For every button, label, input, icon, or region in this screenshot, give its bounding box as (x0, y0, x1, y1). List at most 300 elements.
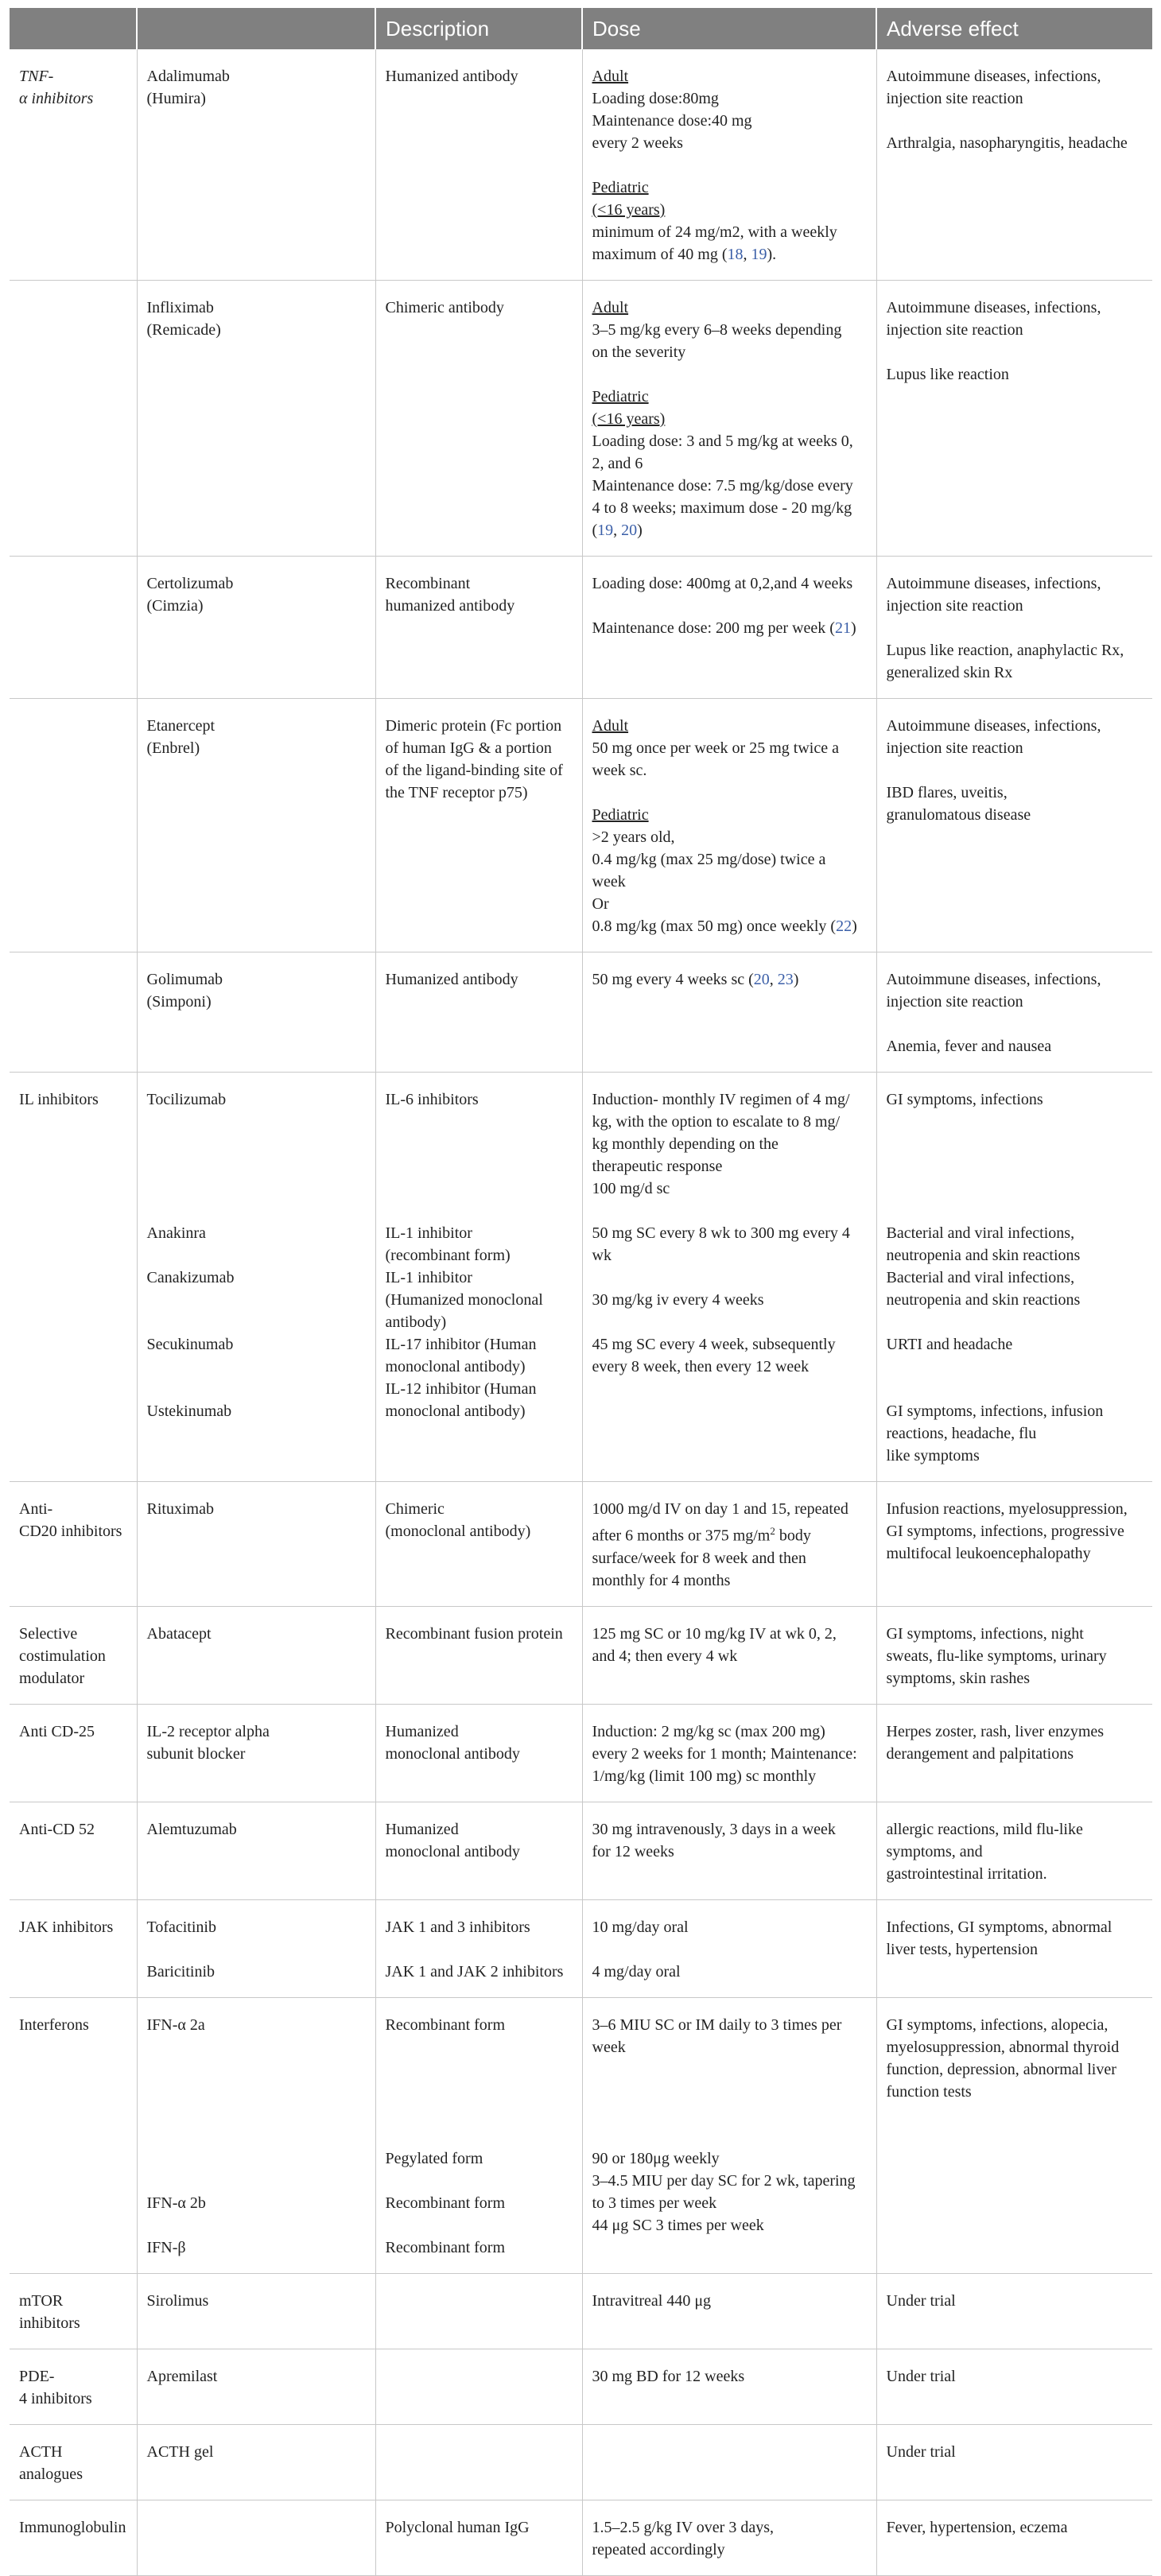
cell-drug-name (137, 281, 375, 557)
table-row (10, 49, 1152, 281)
blank-line (147, 2147, 366, 2170)
cell-dose (582, 1997, 876, 2273)
dose-line (592, 759, 867, 782)
dose-text: every 8 week, then every 12 week (592, 1358, 810, 1375)
dose-line (592, 1520, 867, 1547)
dose-line: 50 mg every 4 weeks sc (20, 23) (592, 971, 799, 988)
blank-line (887, 1111, 1144, 1133)
blank-line (147, 1938, 366, 1961)
dose-line: maximum of 40 mg (18, 19). (592, 246, 777, 263)
dose-line (592, 177, 867, 199)
blank-line (592, 154, 867, 177)
reference-link[interactable]: 21 (834, 619, 851, 637)
dose-line (592, 2539, 867, 2561)
blank-line (147, 1356, 366, 1378)
dose-text: week (592, 2038, 626, 2056)
dose-line (592, 1498, 867, 1520)
table-row (10, 1073, 1152, 1482)
blank-line (147, 1111, 366, 1133)
dose-text: (<16 years) (592, 201, 666, 219)
table-row (10, 2273, 1152, 2349)
cell-drug-class (10, 952, 137, 1073)
cell-line: allergic reactions, mild flu-like (886, 1820, 1083, 1838)
dose-text: 50 mg every 4 weeks sc ( (592, 971, 754, 988)
cell-description (375, 2349, 582, 2424)
cell-drug-class (10, 1997, 137, 2273)
cell-line: IL-2 receptor alpha (146, 1722, 270, 1740)
cell-dose (582, 1482, 876, 1607)
blank-line (147, 1200, 366, 1222)
dose-text: 100 mg/d sc (592, 1180, 670, 1197)
cell-adverse-effect (876, 2349, 1152, 2424)
cell-drug-name (137, 1606, 375, 1704)
cell-line: α inhibitors (19, 90, 94, 107)
cell-line: humanized antibody (385, 597, 515, 615)
blank-line (386, 2170, 573, 2192)
blank-line (887, 1133, 1144, 1155)
cell-drug-class (10, 699, 137, 952)
blank-line (887, 110, 1144, 132)
cell-line: Alemtuzumab (146, 1820, 237, 1838)
reference-link[interactable]: 23 (777, 971, 794, 988)
blank-line (592, 2081, 867, 2103)
cell-drug-class (10, 557, 137, 699)
cell-line: (recombinant form) (385, 1247, 511, 1264)
cell-line: Humanized (385, 1820, 459, 1838)
dose-line (592, 1547, 867, 1569)
cell-description (375, 281, 582, 557)
cell-line: Chimeric antibody (385, 299, 504, 316)
cell-line: Under trial (886, 2442, 956, 2461)
cell-line: IL-12 inhibitor (Human (385, 1380, 537, 1398)
cell-description (375, 2500, 582, 2575)
cell-drug-name (137, 557, 375, 699)
dose-text: Pediatric (592, 179, 649, 196)
cell-dose (582, 281, 876, 557)
cell-drug-class (10, 2424, 137, 2500)
cell-line: Humanized antibody (385, 68, 518, 85)
dose-text: 44 μg SC 3 times per week (592, 2216, 764, 2234)
dose-text: 50 mg once per week or 25 mg twice a (592, 739, 839, 757)
blank-line (386, 2081, 573, 2103)
dose-text: Pediatric (592, 806, 649, 824)
reference-link[interactable]: 20 (621, 522, 638, 539)
dose-text-after: ) (793, 971, 799, 988)
cell-line: Infliximab (146, 299, 214, 316)
cell-description (375, 699, 582, 952)
blank-line (386, 2214, 573, 2237)
dose-line (592, 871, 867, 893)
dose-text-after: ) (850, 619, 856, 637)
cell-line: IFN-α 2a (146, 2015, 205, 2034)
cell-line: monoclonal antibody) (385, 1402, 526, 1420)
cell-drug-class (10, 1899, 137, 1997)
cell-line: Certolizumab (146, 575, 234, 592)
cell-line: of the ligand-binding site of (385, 762, 563, 779)
header-row (10, 8, 1152, 49)
cell-line: Autoimmune diseases, infections, (886, 575, 1101, 592)
table-row (10, 952, 1152, 1073)
blank-line (386, 2036, 573, 2058)
cell-drug-class (10, 2273, 137, 2349)
dose-text: to 3 times per week (592, 2194, 717, 2212)
cell-line: GI symptoms, infections (886, 1091, 1043, 1108)
cell-line: analogues (19, 2465, 83, 2483)
dose-line (592, 1088, 867, 1111)
cell-dose (582, 952, 876, 1073)
blank-line (592, 2125, 867, 2147)
dose-text: 30 mg/kg iv every 4 weeks (592, 1291, 764, 1309)
dose-text: 1.5–2.5 g/kg IV over 3 days, (592, 2518, 774, 2536)
dose-line (592, 497, 867, 519)
cell-drug-name (137, 2424, 375, 2500)
blank-line (887, 341, 1144, 363)
table-row (10, 2424, 1152, 2500)
blank-line (592, 1267, 867, 1289)
cell-line: Recombinant form (385, 2238, 506, 2256)
cell-line: subunit blocker (146, 1744, 246, 1763)
dose-text: 1/mg/kg (limit 100 mg) sc monthly (592, 1767, 817, 1785)
dose-text: Loading dose: 400mg at 0,2,and 4 weeks (592, 575, 853, 592)
dose-text: kg, with the option to escalate to 8 mg/ (592, 1113, 841, 1131)
dose-line (592, 1177, 867, 1200)
cell-adverse-effect (876, 699, 1152, 952)
cell-drug-class (10, 281, 137, 557)
header-dose: Dose (582, 8, 876, 49)
cell-line: like symptoms (886, 1447, 980, 1465)
cell-line: Sirolimus (146, 2291, 209, 2310)
dose-line (592, 110, 867, 132)
blank-line (887, 1356, 1144, 1378)
cell-dose (582, 49, 876, 281)
dose-text: wk (592, 1247, 612, 1264)
cell-dose (582, 1073, 876, 1482)
blank-line (147, 2081, 366, 2103)
cell-line: monoclonal antibody (385, 1744, 520, 1763)
table-row (10, 1482, 1152, 1607)
dose-text: 3–6 MIU SC or IM daily to 3 times per (592, 2015, 842, 2034)
dose-line (592, 1961, 867, 1983)
cell-drug-class (10, 2500, 137, 2575)
dose-line (592, 1133, 867, 1155)
dose-text: Induction- monthly IV regimen of 4 mg/ (592, 1091, 850, 1108)
cell-drug-class (10, 1704, 137, 1802)
blank-line (592, 1938, 867, 1961)
cell-drug-name (137, 699, 375, 952)
cell-drug-name (137, 1899, 375, 1997)
drug-table (10, 8, 1152, 2576)
dose-line (592, 2147, 867, 2170)
cell-adverse-effect (876, 1802, 1152, 1899)
dose-line (592, 1916, 867, 1938)
cell-line: Abatacept (146, 1624, 212, 1643)
cell-line: gastrointestinal irritation. (886, 1864, 1047, 1883)
cell-line: symptoms, skin rashes (886, 1669, 1031, 1687)
cell-line: IL inhibitors (19, 1091, 99, 1108)
dose-text: Adult (592, 299, 629, 316)
dose-text: therapeutic response (592, 1158, 723, 1175)
dose-line (592, 65, 867, 87)
blank-line (887, 1155, 1144, 1177)
table-row (10, 1802, 1152, 1899)
cell-line: 4 inhibitors (19, 2389, 92, 2407)
cell-description (375, 1073, 582, 1482)
table-row (10, 557, 1152, 699)
header-drug (137, 8, 375, 49)
cell-line: Baricitinib (146, 1962, 216, 1980)
dose-line (592, 452, 867, 475)
cell-description (375, 2273, 582, 2349)
cell-line: injection site reaction (886, 90, 1023, 107)
cell-adverse-effect (876, 1482, 1152, 1607)
dose-line (592, 386, 867, 408)
cell-description (375, 952, 582, 1073)
cell-line: Anti-CD 52 (19, 1820, 95, 1838)
cell-line: Under trial (886, 2291, 956, 2310)
cell-line: (Enbrel) (146, 739, 200, 757)
cell-line: Interferons (19, 2015, 89, 2034)
dose-line (592, 132, 867, 154)
cell-line: Fever, hypertension, eczema (886, 2518, 1068, 2536)
dose-text: Induction: 2 mg/kg sc (max 200 mg) (592, 1722, 825, 1740)
dose-line (592, 1289, 867, 1311)
cell-line: multifocal leukoencephalopathy (886, 1545, 1091, 1562)
dose-line (592, 1841, 867, 1863)
dose-line (592, 2290, 867, 2312)
cell-description (375, 1997, 582, 2273)
cell-adverse-effect (876, 1606, 1152, 1704)
dose-text: every 2 weeks (592, 134, 683, 152)
cell-line: Lupus like reaction (886, 366, 1009, 383)
dose-line (592, 1743, 867, 1765)
dose-line (592, 915, 867, 937)
dose-line (592, 2014, 867, 2036)
dose-text: 125 mg SC or 10 mg/kg IV at wk 0, 2, (592, 1624, 837, 1643)
table-row (10, 2349, 1152, 2424)
reference-link[interactable]: 19 (597, 522, 614, 539)
cell-line: (monoclonal antibody) (385, 1523, 531, 1540)
cell-line: costimulation (19, 1647, 106, 1665)
cell-drug-class (10, 1482, 137, 1607)
cell-dose (582, 1606, 876, 1704)
cell-drug-name (137, 2500, 375, 2575)
cell-line: Pegylated form (385, 2149, 483, 2167)
cell-line: Apremilast (146, 2367, 218, 2385)
cell-line: Dimeric protein (Fc portion (385, 717, 562, 735)
blank-line (147, 2058, 366, 2081)
cell-drug-name (137, 1802, 375, 1899)
dose-line (592, 1111, 867, 1133)
blank-line (147, 1133, 366, 1155)
dose-text-after: body (775, 1527, 811, 1545)
cell-adverse-effect (876, 1073, 1152, 1482)
cell-line: PDE- (19, 2367, 55, 2385)
cell-line: mTOR (19, 2291, 64, 2310)
cell-line: myelosuppression, abnormal thyroid (886, 2038, 1120, 2056)
dose-text: 50 mg SC every 8 wk to 300 mg every 4 (592, 1224, 850, 1242)
table-body (10, 49, 1152, 2575)
cell-drug-name (137, 1997, 375, 2273)
cell-drug-class (10, 1073, 137, 1482)
cell-line: generalized skin Rx (886, 664, 1013, 681)
cell-line: IFN-α 2b (146, 2194, 206, 2212)
cell-line: GI symptoms, infections, night (886, 1624, 1084, 1643)
cell-line: neutropenia and skin reactions (886, 1291, 1081, 1309)
cell-drug-name (137, 49, 375, 281)
dose-text: week (592, 873, 626, 890)
dose-line (592, 430, 867, 452)
dose-line (592, 1721, 867, 1743)
dose-line (592, 1333, 867, 1356)
cell-line: Canakizumab (146, 1269, 235, 1286)
table-row (10, 1704, 1152, 1802)
dose-line (592, 475, 867, 497)
blank-line (887, 1200, 1144, 1222)
cell-line: GI symptoms, infections, alopecia, (886, 2015, 1109, 2034)
dose-text: repeated accordingly (592, 2540, 725, 2559)
cell-line: Infusion reactions, myelosuppression, (886, 1500, 1128, 1518)
cell-line: ACTH gel (146, 2442, 214, 2461)
cell-line: ACTH (19, 2442, 63, 2461)
cell-line: injection site reaction (886, 739, 1023, 757)
dose-text: on the severity (592, 343, 686, 361)
table-row (10, 281, 1152, 557)
reference-link[interactable]: 20 (753, 971, 770, 988)
dose-text: minimum of 24 mg/m2, with a weekly (592, 223, 837, 241)
cell-line: IBD flares, uveitis, (886, 784, 1008, 801)
cell-line: Humanized (385, 1722, 459, 1740)
cell-description (375, 1606, 582, 1704)
cell-line: Etanercept (146, 717, 215, 735)
cell-dose (582, 1704, 876, 1802)
blank-line (147, 2214, 366, 2237)
dose-line (592, 1818, 867, 1841)
reference-link[interactable]: 19 (751, 246, 767, 263)
cell-line: reactions, headache, flu (886, 1425, 1037, 1442)
cell-description (375, 1704, 582, 1802)
blank-line (386, 1200, 573, 1222)
blank-line (147, 2170, 366, 2192)
cell-description (375, 1802, 582, 1899)
dose-line (592, 737, 867, 759)
dose-text: 3–4.5 MIU per day SC for 2 wk, tapering (592, 2171, 856, 2190)
cell-line: Lupus like reaction, anaphylactic Rx, (886, 642, 1124, 659)
cell-line: Anemia, fever and nausea (886, 1038, 1052, 1055)
blank-line (147, 1155, 366, 1177)
cell-line: Humanized antibody (385, 971, 518, 988)
cell-description (375, 1899, 582, 1997)
cell-line: of human IgG & a portion (385, 739, 552, 757)
dose-text: Adult (592, 717, 629, 735)
reference-link[interactable]: 18 (727, 246, 744, 263)
dose-text: 4 mg/day oral (592, 1962, 681, 1980)
blank-line (386, 2103, 573, 2125)
cell-description (375, 49, 582, 281)
blank-line (386, 2058, 573, 2081)
dose-text: 1000 mg/d IV on day 1 and 15, repeated (592, 1500, 848, 1518)
cell-adverse-effect (876, 1997, 1152, 2273)
cell-line: Tocilizumab (146, 1091, 227, 1108)
cell-line: (Remicade) (146, 321, 221, 339)
cell-adverse-effect (876, 2424, 1152, 2500)
cell-line: Autoimmune diseases, infections, (886, 68, 1101, 85)
blank-line (386, 1155, 573, 1177)
table-row (10, 699, 1152, 952)
cell-line: Herpes zoster, rash, liver enzymes (886, 1722, 1105, 1740)
cell-drug-name (137, 1073, 375, 1482)
dose-text: Loading dose: 3 and 5 mg/kg at weeks 0, (592, 433, 853, 450)
cell-line: Recombinant (385, 575, 471, 592)
cell-line: function tests (886, 2082, 972, 2101)
cell-line: Autoimmune diseases, infections, (886, 299, 1101, 316)
cell-line: JAK 1 and JAK 2 inhibitors (385, 1962, 564, 1980)
dose-line (592, 408, 867, 430)
dose-line (592, 319, 867, 341)
dose-text: every 2 weeks for 1 month; Maintenance: (592, 1744, 857, 1763)
cell-line: the TNF receptor p75) (385, 784, 528, 801)
table-row (10, 1997, 1152, 2273)
blank-line (592, 595, 867, 617)
dose-line: (19, 20) (592, 522, 643, 539)
cell-line: Adalimumab (146, 68, 230, 85)
dose-line (592, 297, 867, 319)
dose-text: >2 years old, (592, 828, 675, 846)
dose-text: 3–5 mg/kg every 6–8 weeks depending (592, 321, 842, 339)
cell-line: injection site reaction (886, 993, 1023, 1011)
cell-adverse-effect (876, 1899, 1152, 1997)
cell-dose (582, 1802, 876, 1899)
cell-line: Polyclonal human IgG (385, 2518, 530, 2536)
dose-text: 10 mg/day oral (592, 1918, 689, 1936)
cell-drug-class (10, 2349, 137, 2424)
blank-line (147, 1289, 366, 1311)
blank-line (147, 2103, 366, 2125)
cell-line: Ustekinumab (146, 1402, 232, 1420)
blank-line (592, 2103, 867, 2125)
cell-adverse-effect (876, 1704, 1152, 1802)
cell-drug-name (137, 1482, 375, 1607)
cell-line: monoclonal antibody) (385, 1358, 526, 1375)
dose-line (592, 1569, 867, 1592)
dose-text: ( (592, 522, 598, 539)
dose-line (592, 715, 867, 737)
cell-drug-class (10, 1606, 137, 1704)
cell-line: Tofacitinib (146, 1918, 216, 1936)
cell-line: (Humanized monoclonal (385, 1291, 543, 1309)
dose-text: after 6 months or 375 mg/m (592, 1527, 771, 1545)
dose-text: 30 mg intravenously, 3 days in a week (592, 1820, 836, 1838)
dose-text: monthly for 4 months (592, 1571, 731, 1589)
cell-line: monoclonal antibody (385, 1842, 520, 1860)
dose-text: Or (592, 895, 609, 913)
dose-text: 2, and 6 (592, 455, 643, 472)
dose-text: (<16 years) (592, 410, 666, 428)
cell-line: granulomatous disease (886, 806, 1031, 824)
cell-line: Bacterial and viral infections, (886, 1224, 1075, 1242)
dose-text: 0.8 mg/kg (max 50 mg) once weekly ( (592, 918, 837, 935)
cell-line: injection site reaction (886, 321, 1023, 339)
dose-line (592, 1645, 867, 1667)
blank-line (887, 1177, 1144, 1200)
cell-adverse-effect (876, 557, 1152, 699)
blank-line (386, 2125, 573, 2147)
reference-link[interactable]: 22 (836, 918, 852, 935)
dose-text: 45 mg SC every 4 week, subsequently (592, 1336, 836, 1353)
cell-line: IL-1 inhibitor (385, 1269, 472, 1286)
blank-line (147, 1177, 366, 1200)
cell-line: Infections, GI symptoms, abnormal (886, 1918, 1112, 1936)
dose-text: Intravitreal 440 μg (592, 2291, 712, 2310)
